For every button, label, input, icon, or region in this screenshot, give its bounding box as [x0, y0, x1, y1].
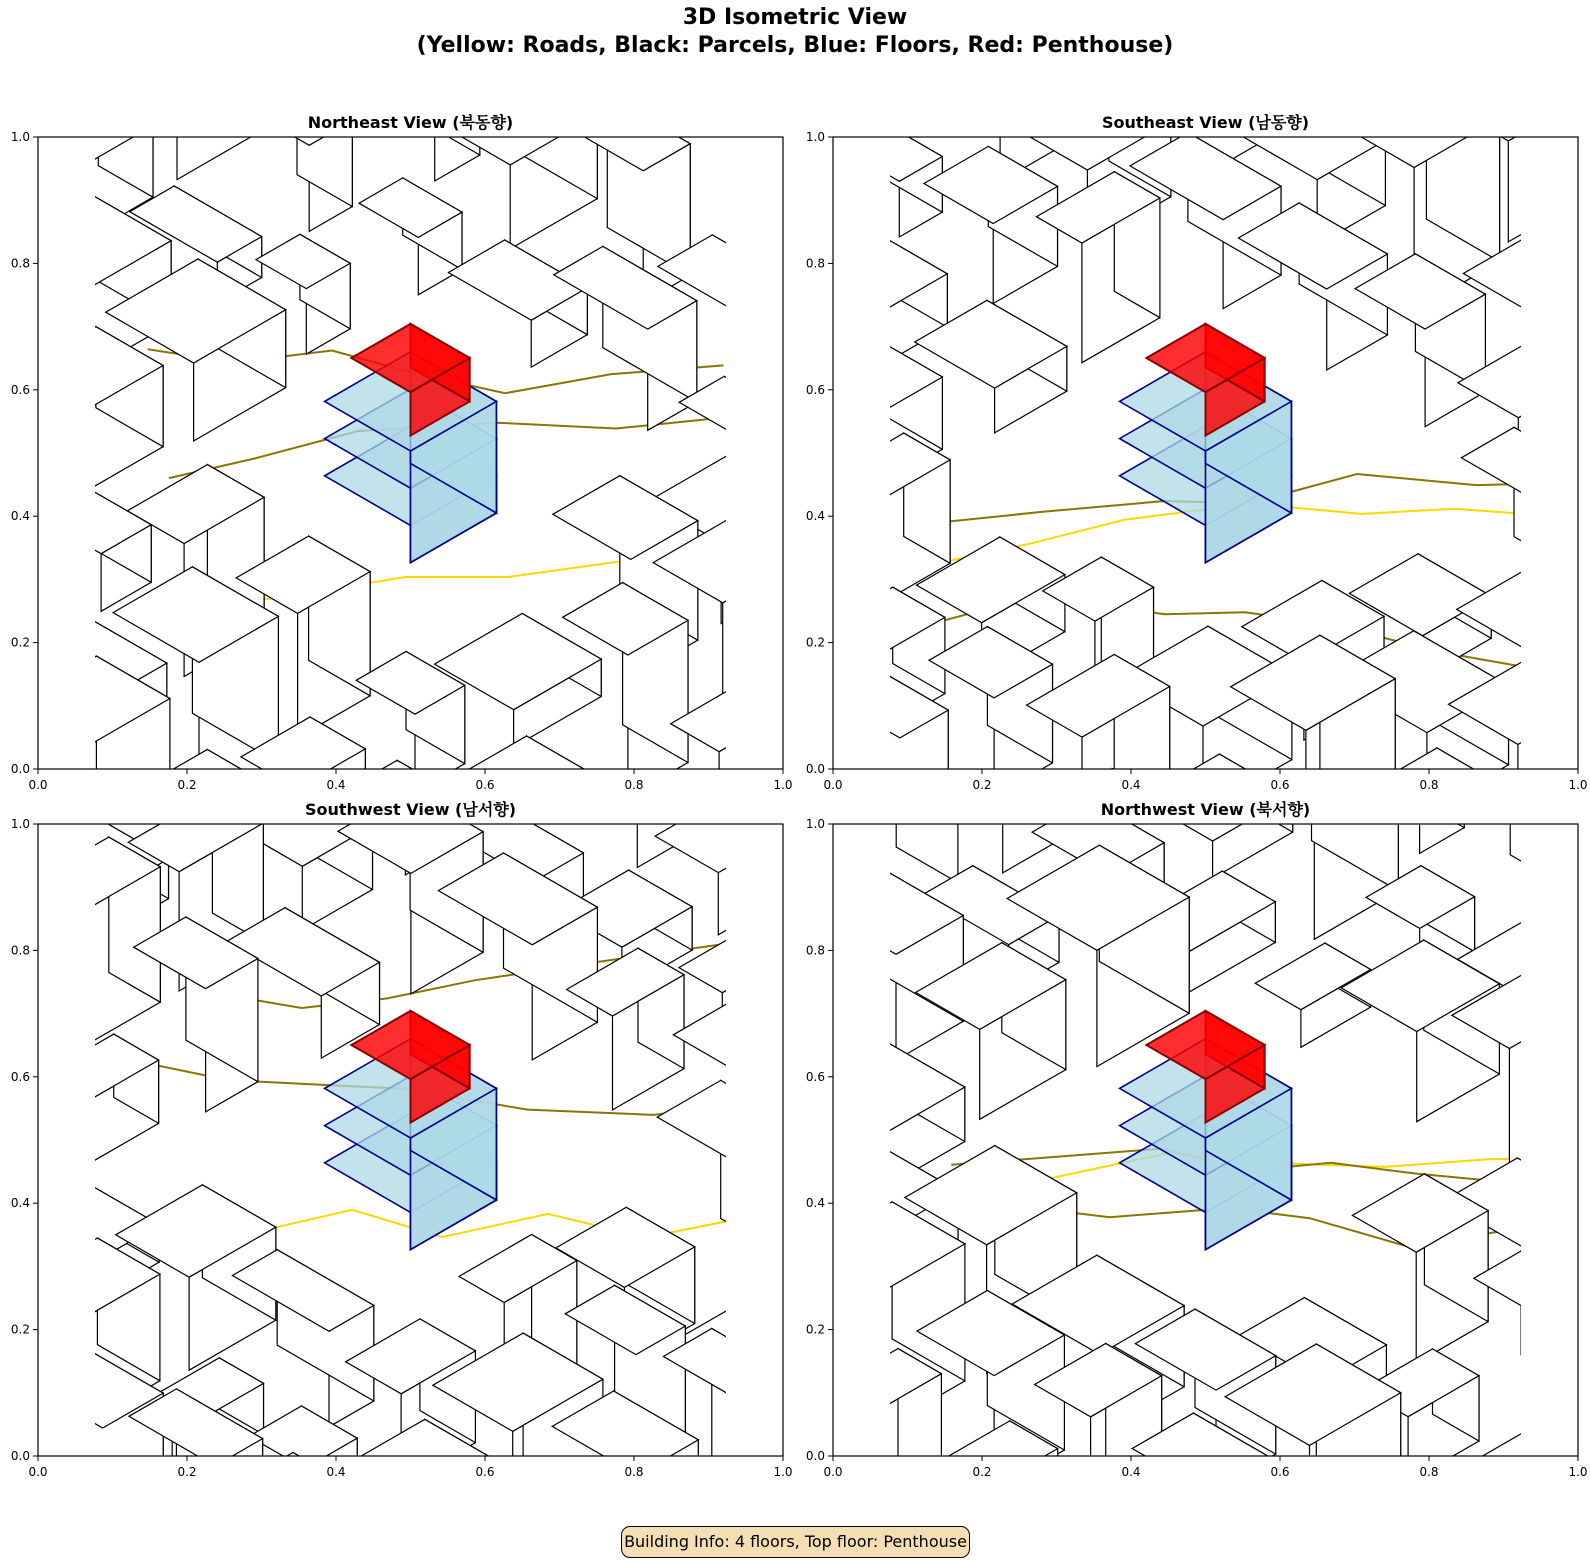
- parcel-building: [1149, 0, 1262, 50]
- x-tick-label: 0.8: [624, 778, 644, 792]
- x-tick-label: 0.0: [28, 1465, 48, 1479]
- panel-title: Southeast View (남동향): [1101, 113, 1310, 132]
- x-tick-label: 0.0: [823, 1465, 843, 1479]
- x-tick-label: 1.0: [1568, 778, 1588, 792]
- parcel-building: [1241, 1471, 1385, 1520]
- y-tick-label: 0.6: [10, 1069, 30, 1084]
- x-tick-label: 0.2: [177, 1465, 197, 1479]
- panel-title: Northwest View (북서향): [1100, 800, 1311, 819]
- y-tick-label: 1.0: [805, 817, 825, 831]
- y-tick-label: 0.8: [805, 943, 825, 958]
- y-tick-label: 0.2: [10, 635, 30, 650]
- x-tick-label: 0.2: [972, 778, 992, 792]
- x-tick-label: 0.6: [1270, 1465, 1290, 1479]
- x-tick-label: 0.2: [177, 778, 197, 792]
- y-tick-label: 0.6: [805, 382, 825, 397]
- x-tick-label: 0.4: [1121, 1465, 1141, 1479]
- y-tick-label: 0.2: [805, 635, 825, 650]
- x-tick-label: 1.0: [773, 1465, 793, 1479]
- x-tick-label: 0.4: [326, 778, 346, 792]
- parcel-building: [0, 549, 35, 668]
- x-tick-label: 0.8: [1419, 778, 1439, 792]
- x-tick-label: 0.6: [475, 778, 495, 792]
- x-tick-label: 1.0: [773, 778, 793, 792]
- y-tick-label: 1.0: [10, 130, 30, 144]
- y-tick-label: 0.2: [10, 1322, 30, 1337]
- y-tick-label: 0.4: [10, 509, 30, 524]
- y-tick-label: 0.6: [805, 1069, 825, 1084]
- y-tick-label: 0.2: [805, 1322, 825, 1337]
- x-tick-label: 0.4: [1121, 778, 1141, 792]
- y-tick-label: 0.4: [10, 1196, 30, 1211]
- parcel-building: [336, 0, 485, 60]
- parcel-building: [431, 1496, 605, 1520]
- parcel-building: [1033, 0, 1163, 117]
- y-tick-label: 1.0: [10, 817, 30, 831]
- x-tick-label: 1.0: [1568, 1465, 1588, 1479]
- x-tick-label: 0.8: [624, 1465, 644, 1479]
- x-tick-label: 0.4: [326, 1465, 346, 1479]
- parcel-building: [459, 0, 577, 113]
- figure-title-line-2: (Yellow: Roads, Black: Parcels, Blue: Floors, Red: Penthouse): [416, 33, 1174, 58]
- parcel-building: [245, 1453, 361, 1521]
- figure-title-line-1: 3D Isometric View: [682, 5, 908, 30]
- y-tick-label: 0.0: [10, 1449, 30, 1463]
- y-tick-label: 0.0: [10, 762, 30, 776]
- y-tick-label: 0.4: [805, 509, 825, 524]
- panel-title: Northeast View (북동향): [307, 113, 514, 132]
- x-tick-label: 0.6: [1270, 778, 1290, 792]
- building-info-box: Building Info: 4 floors, Top floor: Penthouse: [621, 1526, 970, 1558]
- x-tick-label: 0.0: [823, 778, 843, 792]
- y-tick-label: 0.0: [805, 1449, 825, 1463]
- y-tick-label: 0.4: [805, 1196, 825, 1211]
- panel-title: Southwest View (남서향): [304, 800, 517, 819]
- y-tick-label: 0.8: [10, 943, 30, 958]
- x-tick-label: 0.2: [972, 1465, 992, 1479]
- y-tick-label: 0.0: [805, 762, 825, 776]
- x-tick-label: 0.0: [28, 778, 48, 792]
- y-tick-label: 1.0: [805, 130, 825, 144]
- x-tick-label: 0.6: [475, 1465, 495, 1479]
- parcel-building: [1252, 0, 1374, 114]
- y-tick-label: 0.8: [10, 256, 30, 271]
- x-tick-label: 0.8: [1419, 1465, 1439, 1479]
- y-tick-label: 0.6: [10, 382, 30, 397]
- y-tick-label: 0.8: [805, 256, 825, 271]
- parcel-building: [1577, 866, 1590, 986]
- parcel-building: [238, 0, 369, 117]
